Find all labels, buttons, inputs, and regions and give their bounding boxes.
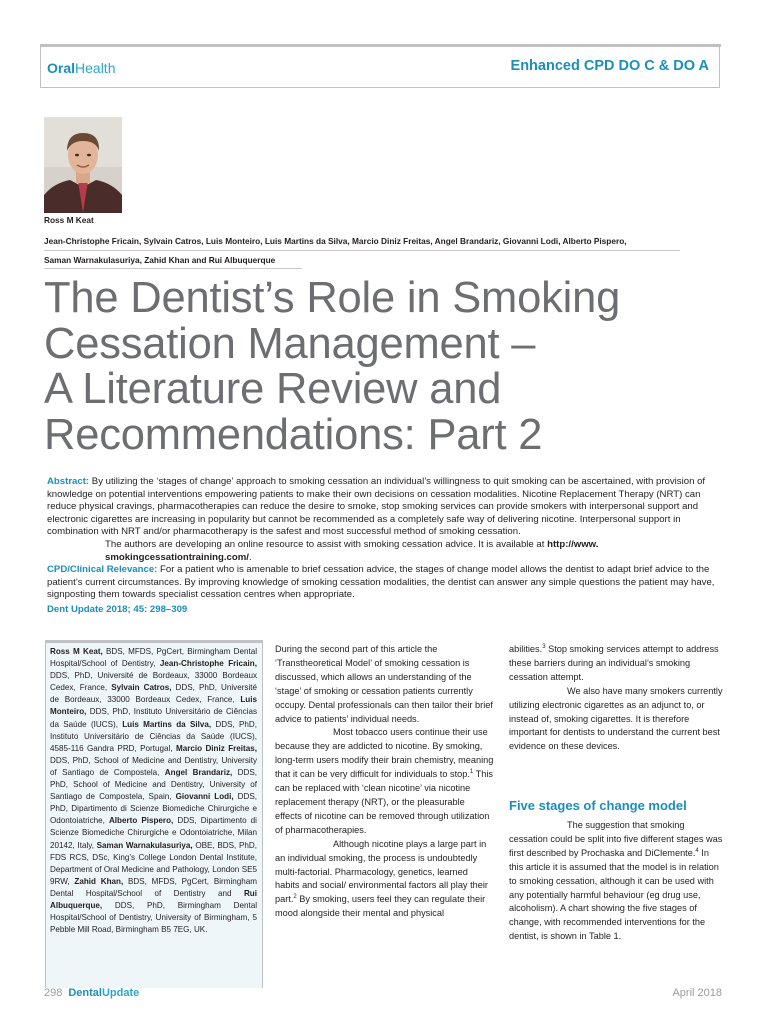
affiliation-author-name: Zahid Khan, — [74, 876, 124, 886]
section-heading: Five stages of change model — [509, 798, 687, 813]
author-divider — [44, 250, 680, 251]
affiliation-author-name: Marcio Diniz Freitas, — [175, 743, 257, 753]
affiliation-detail: DDS, PhD, Université de Bordeaux, 33000 Bordeaux Cedex, France, — [50, 683, 257, 705]
author-photo — [44, 117, 122, 213]
portrait-caption: Ross M Keat — [44, 215, 94, 225]
reference-marker: 3 — [542, 643, 546, 650]
authors-note: The authors are developing an online resource to assist with smoking cessation advice. It is available at http://www. smokingcessationtraining.com/. — [105, 538, 599, 563]
article-title — [44, 276, 724, 458]
author-list-line: Saman Warnakulasuriya, Zahid Khan and Rui Albuquerque — [44, 255, 276, 265]
body-column-3-bottom — [509, 819, 723, 944]
page-number: 298 — [44, 987, 63, 999]
abstract-label: Abstract: — [47, 476, 90, 487]
body-paragraph: abilities.$^3$ Stop smoking services attempt to address these barriers during an individual’s smoking cessation attempt. — [509, 643, 719, 682]
affiliation-detail: BDS, MFDS, PgCert, Birmingham Dental Hospital/School of Dentistry, — [50, 647, 257, 669]
affiliation-author-name: Rui Albuquerque, — [50, 888, 257, 910]
affiliation-author-name: Giovanni Lodi, — [175, 792, 234, 802]
author-photo-image — [44, 117, 122, 213]
affiliation-detail: DDS, PhD, Dipartimento di Scienze Biomediche Chirurgiche e Odontoiatriche, — [50, 792, 257, 826]
affiliation-detail: DDS, PhD, Instituto Universitário de Ciências da Saúde (IUCS), 4585-116 Gandra PRD, Portugal, — [50, 719, 257, 753]
affiliation-author-name: Angel Brandariz, — [164, 767, 233, 777]
affiliations-text — [50, 646, 257, 936]
affiliation-detail: DDS, PhD, Instituto Universitário de Ciências da Saúde (IUCS), — [50, 707, 257, 729]
abstract-paragraph — [47, 476, 723, 539]
cpd-label: CPD/Clinical Relevance: — [47, 564, 158, 576]
cpd-series-label: Enhanced CPD DO C & DO A — [510, 58, 709, 74]
citation: Dent Update 2018; 45: 298–309 — [47, 603, 188, 615]
affiliation-author-name: Alberto Pispero, — [108, 816, 174, 826]
cpd-relevance — [47, 564, 723, 602]
title-line: A Literature Review and — [44, 365, 502, 413]
body-paragraph: During the second part of this article the ‘Transtheoretical Model’ of smoking cessation is discussed, which allows an understanding of the ‘stage’ of smoking or cessation patients currently occupy. Dental professionals can then tailor their brief advice to patients’ individual needs. — [275, 644, 493, 724]
affiliation-author-name: Jean-Christophe Fricain, — [159, 659, 257, 669]
abstract-block — [47, 476, 723, 617]
journal-logo: OralHealth — [47, 60, 116, 76]
title-line: The Dentist’s Role in Smoking — [44, 274, 621, 322]
body-paragraph: Most tobacco users continue their use because they are addicted to nicotine. By smoking, long-term users modify their brain chemistry, meaning that it can be very difficult for individuals to stop.$^1$ This can be replaced with ‘clean nicotine’ via nicotine replacement therapy (NRT), or the pleasurable effects of nicotine can be removed through utilization of pharmacotherapies. — [275, 727, 494, 835]
abstract-text: By utilizing the ‘stages of change’ approach to smoking cessation an individual’s willingness to quit smoking can be ascertained, with provision of knowledge on potential interventions empowering patients to make their own decisions on cessation modalities. Nicotine Replacement Therapy (NRT) can reduce physical cravings, pharmacotherapies can reduce the desire to smoke, stop smoking services can provide smokers with interpersonal support and electronic cigarettes are increasing in popularity but cannot be recommended as a completely safe way of delivering nicotine. Interpersonal support in combination with NRT and/or pharmacotherapy is the safest and most successful method of smoking cessation. — [47, 476, 706, 538]
affiliation-detail: OBE, BDS, PhD, FDS RCS, DSc, King’s College London Dental Institute, Department of Oral Medicine and Pathology, London SE5 9RW, — [50, 840, 257, 886]
cpd-text: For a patient who is amenable to brief cessation advice, the stages of change model allows the dentist to adapt brief advice to the patient’s current circumstances. By improving knowledge of smoking cessation modalities, the dentist can answer any simple questions the patient may have, signposting them towards specialist cessation centres when appropriate. — [47, 564, 715, 601]
resource-url-link[interactable]: http://www. smokingcessationtraining.com/ — [105, 538, 599, 563]
affiliation-author-name: Saman Warnakulasuriya, — [96, 840, 193, 850]
body-paragraph: The suggestion that smoking cessation could be split into five different stages was first described by Prochaska and DiClemente.$^4$ In this article it is assumed that the model is in relation to smoking cessation, although it can be used with any potentially harmful behaviour (eg drug use, alcoholism). A chart showing the five stages of change, with recommended interventions for the dentist, is shown in Table 1. — [509, 820, 723, 942]
affiliation-detail: BDS, MFDS, PgCert, Birmingham Dental Hospital/School of Dentistry and — [50, 876, 257, 898]
affiliation-detail: DDS, Dipartimento di Scienze Biomediche Chirurgiche e Odontoiatriche, Milan 20142, Italy, — [50, 816, 257, 850]
author-divider — [44, 268, 302, 269]
body-paragraph: We also have many smokers currently utilizing electronic cigarettes as an adjunct to, or instead of, smoking cigarettes. It is therefore important for dentists to understand the current best evidence on these devices. — [509, 685, 723, 752]
affiliation-detail: DDS, PhD, Birmingham Dental Hospital/School of Dentistry, University of Birmingham, 5 Pebble Mill Road, Birmingham B5 7EG, UK. — [50, 900, 257, 935]
issue-date: April 2018 — [672, 987, 722, 999]
body-column-3-top — [509, 643, 723, 754]
affiliation-author-name: Luis Monteiro, — [50, 695, 257, 717]
title-line: Recommendations: Part 2 — [44, 410, 543, 459]
reference-marker: 1 — [469, 769, 474, 776]
affiliation-author-name: Ross M Keat, — [50, 647, 103, 656]
affiliation-detail: DDS, PhD, School of Medicine and Dentistry, University of Santiago de Compostela, Spain, — [50, 767, 258, 802]
affiliation-author-name: Luis Martins da Silva, — [122, 719, 212, 729]
author-list-line: Jean-Christophe Fricain, Sylvain Catros, Luis Monteiro, Luis Martins da Silva, Marcio Diniz Freitas, Angel Brandariz, Giovanni Lodi, Alberto Pispero, — [44, 236, 627, 246]
reference-marker: 2 — [293, 894, 297, 901]
body-paragraph: Although nicotine plays a large part in an individual smoking, the process is undoubtedly multi-factorial. Pharmacology, genetics, learned habits and social/ environmental factors all play their part.$^2$ By smoking, users feel they can regulate their mood alongside their mental and physical — [275, 838, 488, 919]
journal-name: DentalUpdate — [68, 987, 140, 999]
affiliation-detail: DDS, PhD, Université de Bordeaux, 33000 Bordeaux Cedex, France, — [50, 671, 257, 693]
affiliation-author-name: Sylvain Catros, — [111, 683, 172, 693]
affiliation-detail: DDS, PhD, School of Medicine and Dentistry, University of Santiago de Compostela, — [50, 755, 257, 777]
title-line: Cessation Management – — [44, 319, 536, 368]
reference-marker: 4 — [695, 847, 699, 854]
body-column-2 — [275, 643, 494, 921]
page-footer-left — [44, 987, 139, 999]
